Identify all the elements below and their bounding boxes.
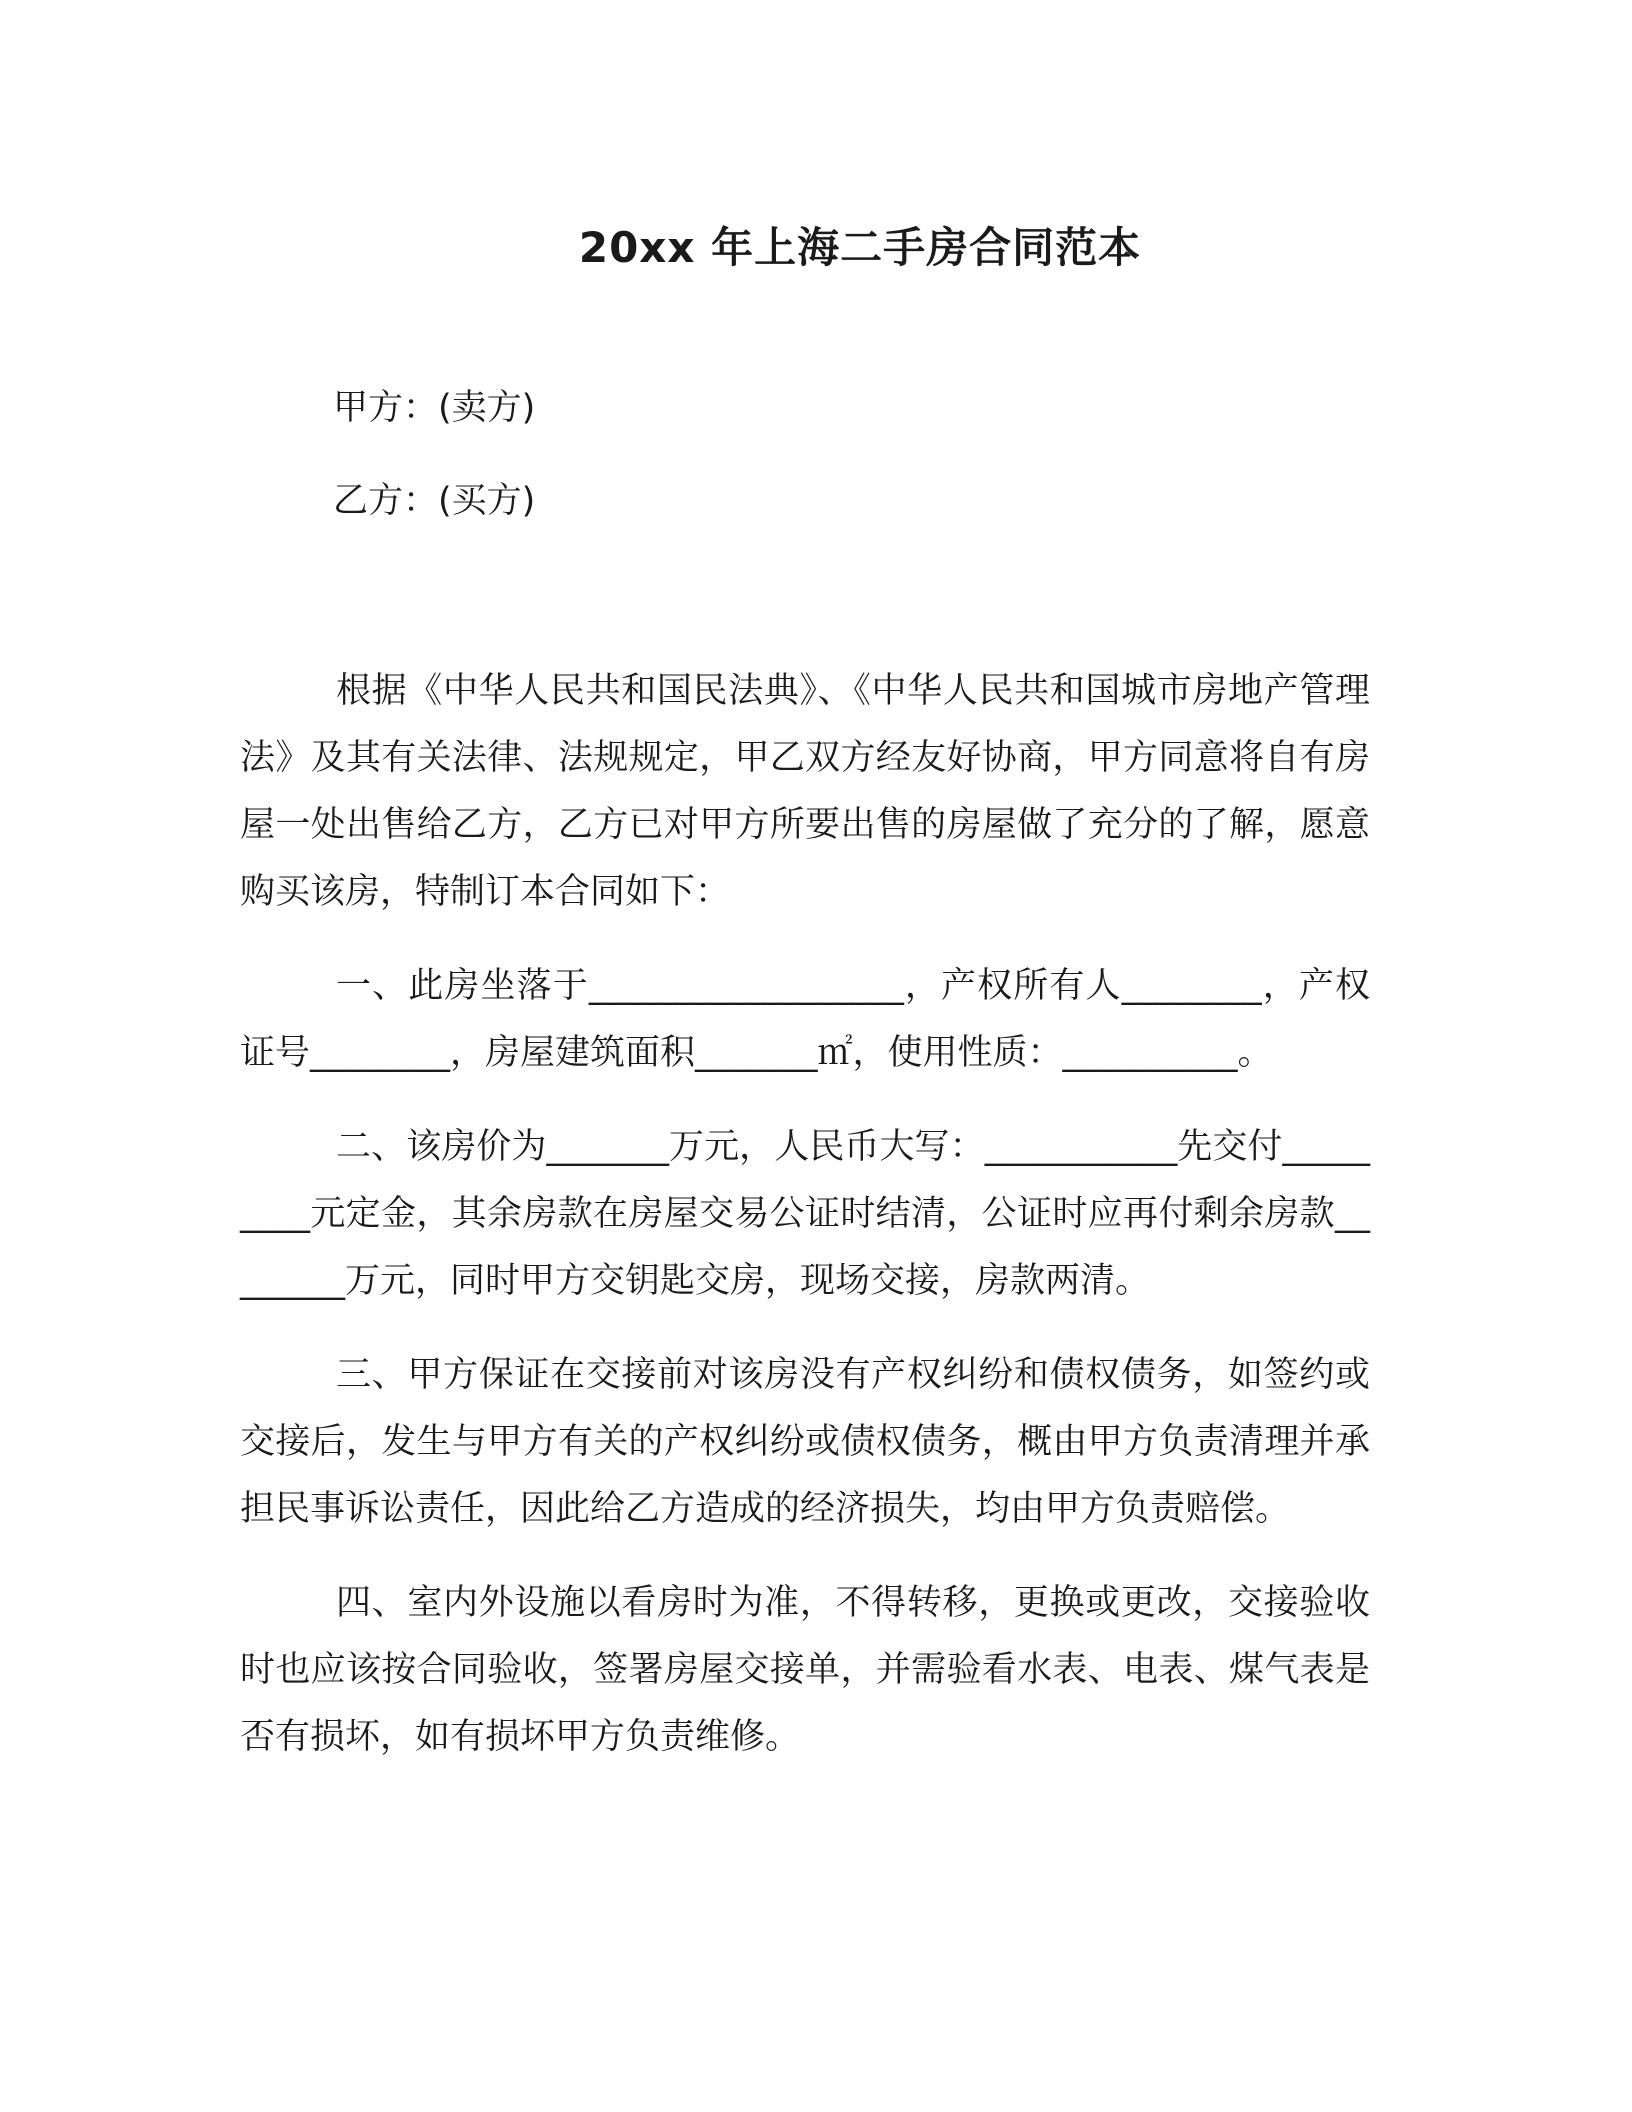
paragraph-clause-3: 三、甲方保证在交接前对该房没有产权纠纷和债权债务，如签约或交接后，发生与甲方有关的产权纠纷或债权债务，概由甲方负责清理并承担民事诉讼责任，因此给乙方造成的经济损失，均由甲方负责赔偿。: [240, 1355, 1370, 1529]
party-a-seller: 甲方：(卖方): [333, 388, 536, 428]
party-b-buyer: 乙方：(买方): [333, 481, 536, 521]
paragraph-clause-1: 一、此房坐落于__________________，产权所有人________，产权证号________，房屋建筑面积_______㎡，使用性质：__________。: [240, 966, 1370, 1073]
paragraph-clause-2: 二、该房价为_______万元，人民币大写：___________先交付_________元定金，其余房款在房屋交易公证时结清，公证时应再付剩余房款________万元，同时甲方交钥匙交房，现场交接，房款两清。: [240, 1127, 1370, 1301]
paragraph-preamble: 根据《中华人民共和国民法典》、《中华人民共和国城市房地产管理法》及其有关法律、法规规定，甲乙双方经友好协商，甲方同意将自有房屋一处出售给乙方，乙方已对甲方所要出售的房屋做了充分的了解，愿意购买该房，特制订本合同如下：: [240, 671, 1370, 912]
paragraph-clause-4: 四、室内外设施以看房时为准，不得转移，更换或更改，交接验收时也应该按合同验收，签署房屋交接单，并需验看水表、电表、煤气表是否有损坏，如有损坏甲方负责维修。: [240, 1583, 1370, 1757]
document-title: 20xx 年上海二手房合同范本: [578, 223, 1142, 272]
contract-body: [240, 658, 1370, 1798]
